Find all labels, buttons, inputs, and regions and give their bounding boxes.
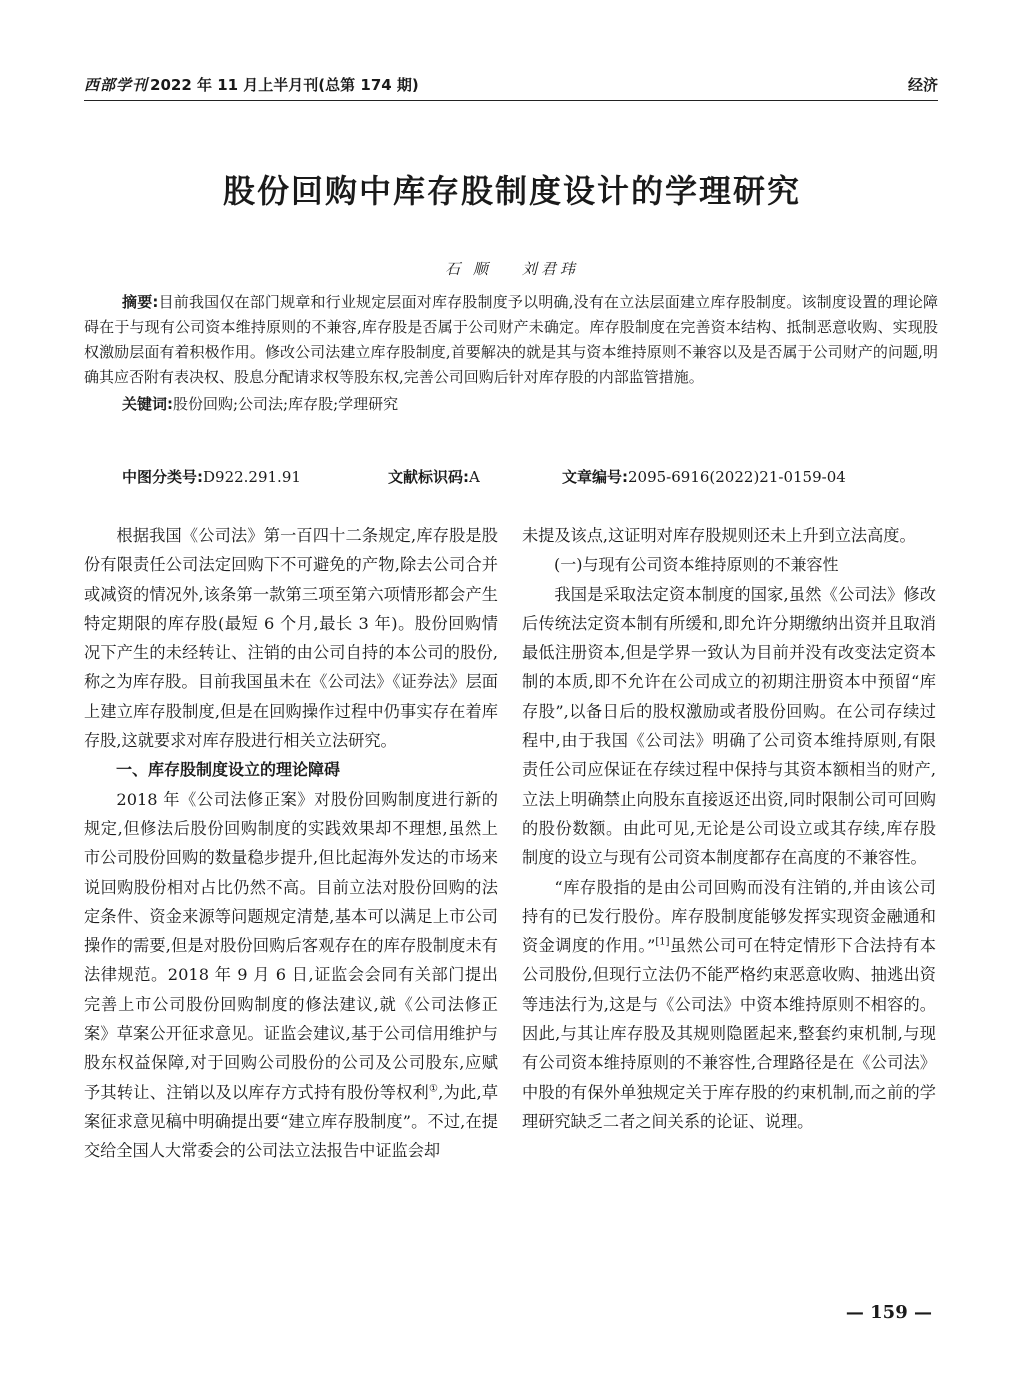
article-value: 2095-6916(2022)21-0159-04	[628, 468, 846, 486]
right-column	[522, 521, 936, 1136]
paragraph-4	[522, 873, 936, 1137]
paragraph-4-part-b: 虽然公司可在特定情形下合法持有本公司股份,但现行立法仍不能严格约束恶意收购、抽逃出资等违法行为,这是与《公司法》中资本维持原则不相容的。因此,与其让库存股及其规则隐匿起来,整套约束机制,与现有公司资本维持原则的不兼容性,合理路径是在《公司法》中股的有保外单独规定关于库存股的约束机制,而之前的学理研究缺乏二者之间关系的论证、说理。	[522, 936, 936, 1131]
author-1: 石 顺	[445, 260, 492, 278]
abstract-label: 摘要:	[122, 293, 159, 311]
citation-marker: [1]	[655, 936, 670, 948]
keywords	[84, 392, 938, 417]
header-left	[84, 74, 419, 95]
section-heading-1: 一、库存股制度设立的理论障碍	[116, 760, 341, 780]
paragraph-2	[84, 785, 498, 1166]
abstract-text: 目前我国仅在部门规章和行业规定层面对库存股制度予以明确,没有在立法层面建立库存股制度。该制度设置的理论障碍在于与现有公司资本维持原则的不兼容,库存股是否属于公司财产未确定。库存股制度在完善资本结构、抵制恶意收购、实现股权激励层面有着积极作用。修改公司法建立库存股制度,首要解决的就是其与资本维持原则不兼容以及是否属于公司财产的问题,明确其应否附有表决权、股息分配请求权等股东权,完善公司回购后针对库存股的内部监管措施。	[84, 293, 939, 386]
paragraph-3: 我国是采取法定资本制度的国家,虽然《公司法》修改后传统法定资本制有所缓和,即允许分期缴纳出资并且取消最低注册资本,但是学界一致认为目前并没有改变法定资本制的本质,即不允许在公司成立的初期注册资本中预留“库存股”,以备日后的股权激励或者股份回购。在公司存续过程中,由于我国《公司法》明确了公司资本维持原则,有限责任公司应保证在存续过程中保持与其资本额相当的财产,立法上明确禁止向股东直接返还出资,同时限制公司可回购的股份数额。由此可见,无论是公司设立或其存续,库存股制度的设立与现有公司资本制度都存在高度的不兼容性。	[522, 584, 936, 868]
paragraph-2-part-a: 2018 年《公司法修正案》对股份回购制度进行新的规定,但修法后股份回购制度的实践效果却不理想,虽然上市公司股份回购的数量稳步提升,但比起海外发达的市场来说回购股份相对占比仍然不高。目前立法对股份回购的法定条件、资金来源等问题规定清楚,基本可以满足上市公司操作的需要,但是对股份回购后客观存在的库存股制度未有法律规范。2018 年 9 月 6 日,证监会会同有关部门提出完善上市公司股份回购制度的修法建议,就《公司法修正案》草案公开征求意见。证监会建议,基于公司信用维护与股东权益保障,对于回购公司股份的公司及公司股东,应赋予其转让、注销以及以库存方式持有股份等权利	[84, 789, 498, 1102]
doc-value: A	[469, 468, 480, 486]
section-label: 经济	[907, 76, 938, 94]
paragraph-continued: 未提及该点,这证明对库存股规则还未上升到立法高度。	[522, 526, 916, 545]
running-header	[84, 70, 938, 101]
journal-logo: 西部学刊	[84, 76, 149, 94]
article-title: 股份回购中库存股制度设计的学理研究	[222, 172, 801, 210]
keywords-label: 关键词:	[122, 395, 173, 413]
subsection-heading-1: (一)与现有公司资本维持原则的不兼容性	[554, 555, 839, 575]
abstract-block	[84, 290, 938, 417]
keywords-text: 股份回购;公司法;库存股;学理研究	[173, 395, 399, 413]
document-code	[388, 466, 480, 487]
paragraph-2-part-b: ,为此,草案征求意见稿中明确提出要“建立库存股制度”。不过,在提交给全国人大常委会的公司法立法报告中证监会却	[84, 1082, 499, 1161]
doc-label: 文献标识码:	[388, 468, 469, 486]
paragraph-4-part-a: “库存股指的是由公司回购而没有注销的,并由该公司持有的已发行股份。库存股制度能够发挥实现资金融通和资金调度的作用。”	[522, 877, 936, 956]
clc-label: 中图分类号:	[122, 468, 203, 486]
classification-info	[122, 466, 942, 492]
authors	[0, 258, 1024, 279]
clc-number	[122, 466, 301, 487]
article-label: 文章编号:	[562, 468, 628, 486]
abstract	[84, 290, 938, 390]
article-number	[562, 466, 846, 487]
left-column	[84, 521, 498, 1166]
paragraph-1: 根据我国《公司法》第一百四十二条规定,库存股是股份有限责任公司法定回购下不可避免的产物,除去公司合并或减资的情况外,该条第一款第三项至第六项情形都会产生特定期限的库存股(最短 6 个月,最长 3 年)。股份回购情况下产生的未经转让、注销的由公司自持的本公司的股份,称之为库存股。目前我国虽未在《公司法》《证券法》层面上建立库存股制度,但是在回购操作过程中仍事实存在着库存股,这就要求对库存股进行相关立法研究。	[84, 526, 498, 751]
footnote-marker: ①	[428, 1083, 439, 1095]
issue-info: 2022 年 11 月上半月刊(总第 174 期)	[150, 76, 419, 94]
author-2: 刘君玮	[521, 260, 579, 278]
clc-value: D922.291.91	[203, 468, 301, 486]
page-number: — 159 —	[845, 1302, 932, 1323]
